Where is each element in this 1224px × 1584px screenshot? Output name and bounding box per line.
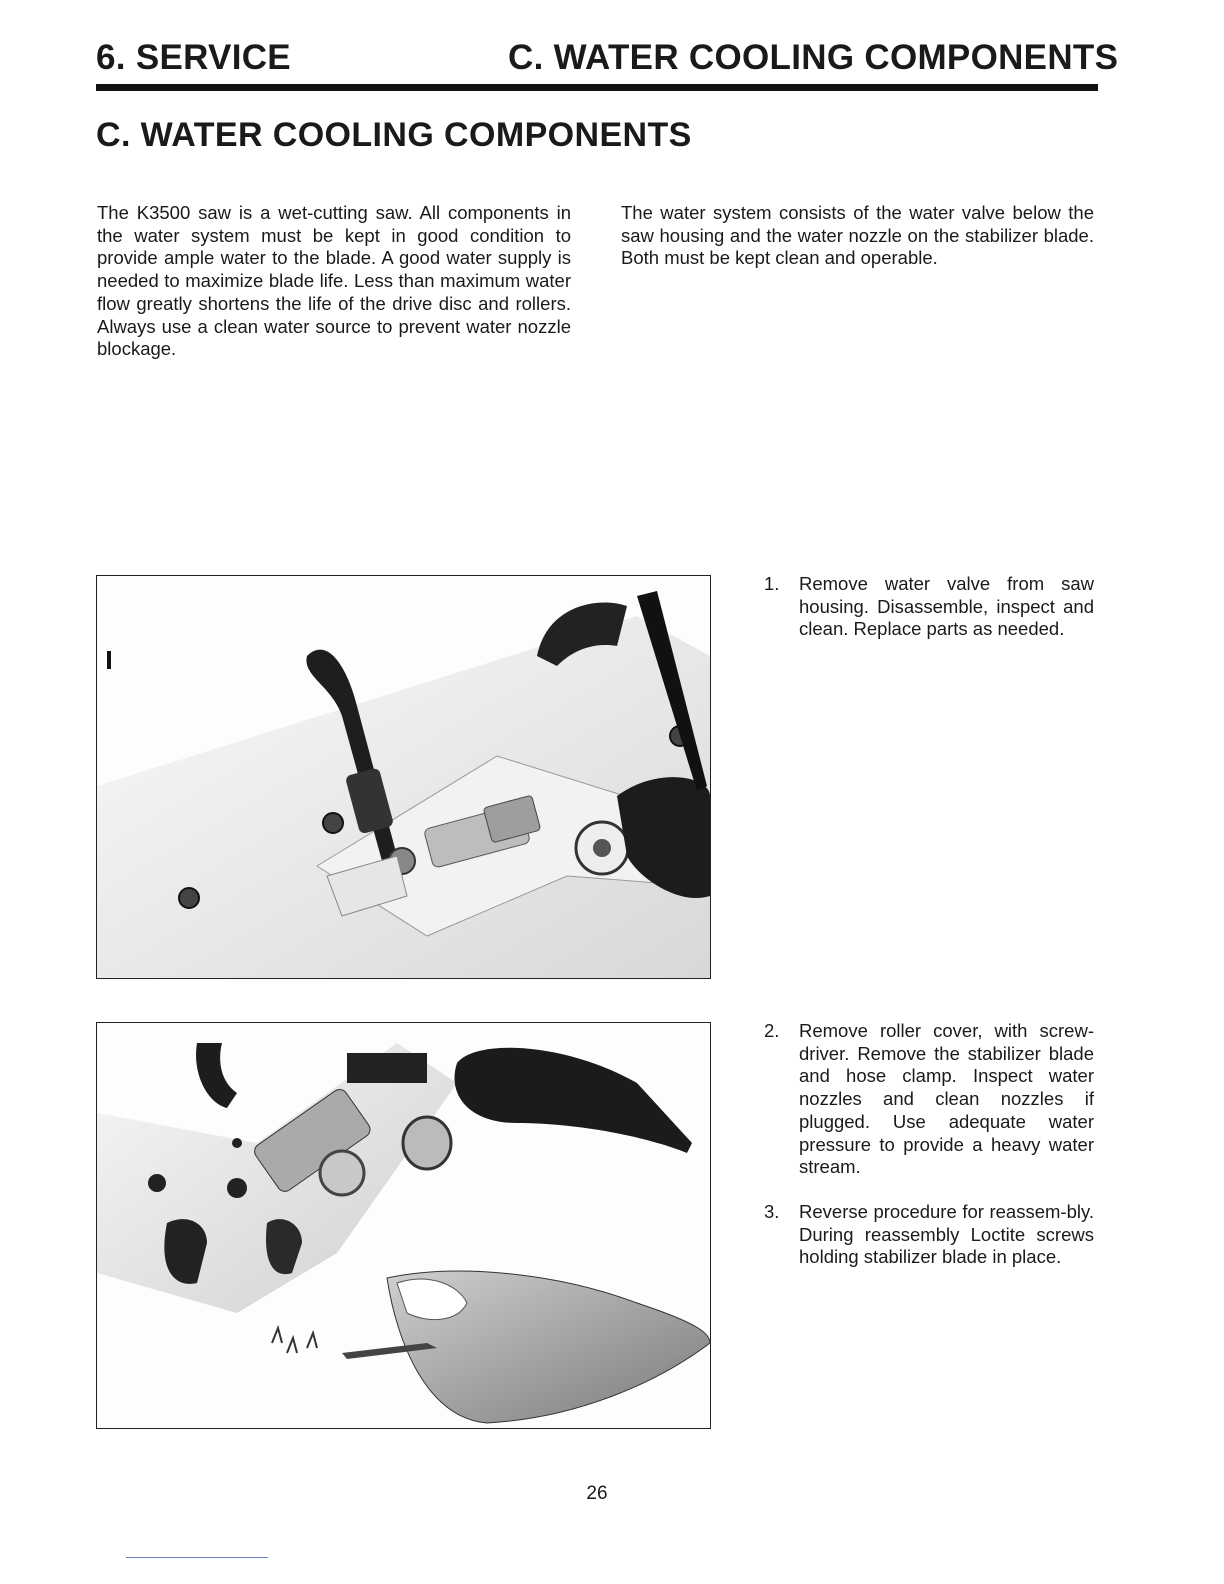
step-item: [764, 1020, 1094, 1180]
housing-screw: [148, 1174, 166, 1192]
step-number: 3.: [764, 1201, 780, 1222]
intro-paragraph-right: The water system consists of the water valve below the saw housing and the water nozzle on the stabilizer blade. Both must be kept clean and operable.: [621, 202, 1094, 269]
step-number: 2.: [764, 1020, 780, 1041]
header-rule: [96, 84, 1098, 91]
nozzle-components-photo: [96, 1022, 711, 1429]
water-valve-illustration: [97, 576, 710, 978]
page-title: C. WATER COOLING COMPONENTS: [96, 116, 692, 154]
header-chapter-label: C. WATER COOLING COMPONENTS: [508, 38, 1119, 77]
hose-clamp-ring: [403, 1117, 451, 1169]
edge-mark: [107, 651, 111, 669]
housing-screw: [232, 1138, 242, 1148]
intro-paragraph-left: The K3500 saw is a wet-cutting saw. All components in the water system must be kept in good condition to provide ample water to the blade. A good water supply is needed to maximize blade life. Less than maximum water flow greatly shortens the life of the drive disc and rollers. Always use a clean water source to prevent water nozzle blockage.: [97, 202, 571, 360]
footer-rule: [126, 1557, 268, 1558]
nozzle-components-illustration: [97, 1023, 710, 1428]
housing-screw: [323, 813, 343, 833]
water-valve-photo: [96, 575, 711, 979]
page-number: 26: [586, 1483, 608, 1504]
step-number: 1.: [764, 573, 780, 594]
roller: [320, 1151, 364, 1195]
step-text: Reverse procedure for reassem-bly. During reassembly Loctite screws holding stabilizer blade in place.: [799, 1201, 1094, 1268]
step-item: [764, 1201, 1094, 1297]
housing-screw: [179, 888, 199, 908]
step-text: Remove water valve from saw housing. Disassemble, inspect and clean. Replace parts as needed.: [799, 573, 1094, 640]
step-item: [764, 573, 1094, 669]
roller-hub: [593, 839, 611, 857]
header-section-label: 6. SERVICE: [96, 38, 291, 77]
roller-cover-bracket: [347, 1053, 427, 1083]
step-text: Remove roller cover, with screw-driver. Remove the stabilizer blade and hose clamp. Inspect water nozzles and clean nozzles if plugged. Use adequate water pressure to provide a heavy water stream.: [799, 1020, 1094, 1178]
housing-screw: [227, 1178, 247, 1198]
